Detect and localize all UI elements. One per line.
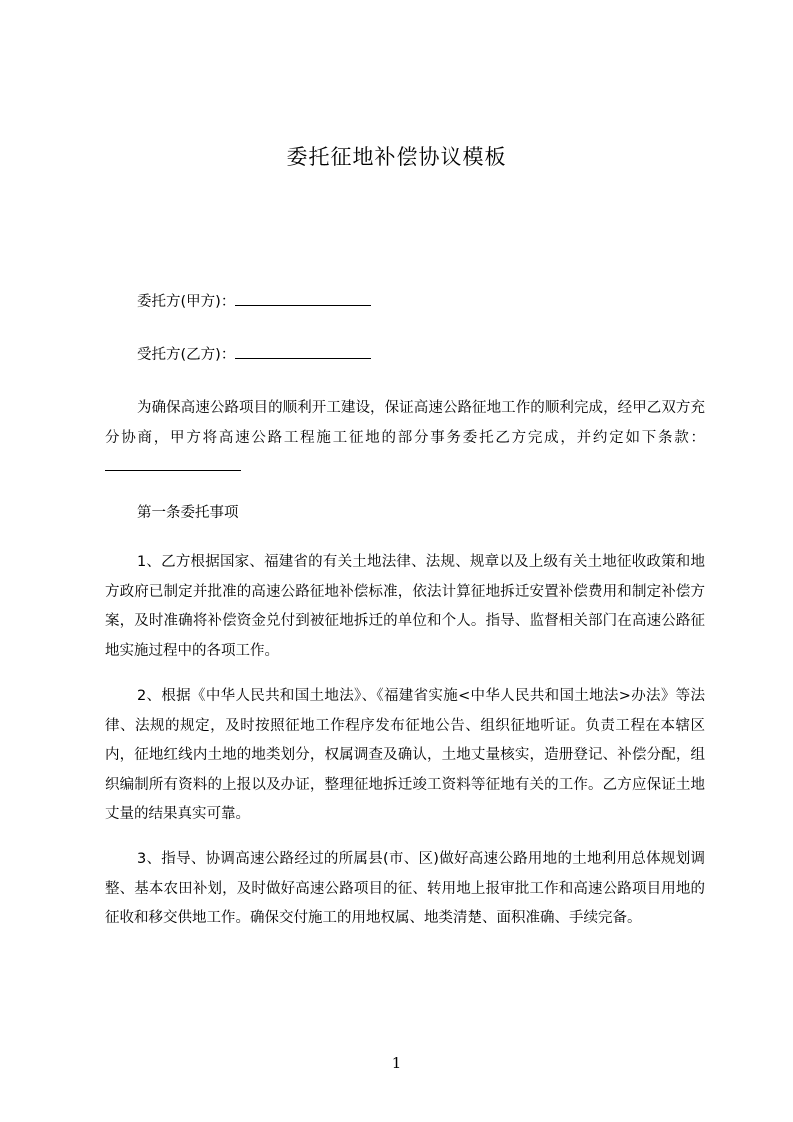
intro-paragraph [105, 394, 705, 483]
party-b-blank [235, 344, 371, 359]
intro-text: 为确保高速公路项目的顺利开工建设，保证高速公路征地工作的顺利完成，经甲乙双方充分协商，甲方将高速公路工程施工征地的部分事务委托乙方完成，并约定如下条款： [105, 400, 705, 446]
clause-2: 2、根据《中华人民共和国土地法》、《福建省实施<中华人民共和国土地法>办法》等法律、法规的规定，及时按照征地工作程序发布征地公告、组织征地听证。负责工程在本辖区内，征地红线内土地的地类划分，权属调查及确认，土地丈量核实，造册登记、补偿分配，组织编制所有资料的上报以及办证，整理征地拆迁竣工资料等征地有关的工作。乙方应保证土地丈量的结果真实可靠。 [105, 688, 705, 822]
clause-1: 1、乙方根据国家、福建省的有关土地法律、法规、规章以及上级有关土地征收政策和地方政府已制定并批准的高速公路征地补偿标准，依法计算征地拆迁安置补偿费用和制定补偿方案，及时准确将补偿资金兑付到被征地拆迁的单位和个人。指导、监督相关部门在高速公路征地实施过程中的各项工作。 [105, 554, 705, 659]
intro-blank [105, 456, 241, 471]
party-a-line [137, 291, 371, 313]
party-a-blank [235, 291, 371, 306]
party-b-label: 受托方(乙方)： [137, 347, 236, 363]
party-a-label: 委托方(甲方)： [137, 294, 236, 310]
page-number: 1 [391, 1054, 402, 1072]
clause-3: 3、指导、协调高速公路经过的所属县(市、区)做好高速公路用地的土地利用总体规划调整、基本农田补划，及时做好高速公路项目的征、转用地上报审批工作和高速公路项目用地的征收和移交供地工作。确保交付施工的用地权属、地类清楚、面积准确、手续完备。 [105, 851, 705, 926]
party-b-line [137, 344, 371, 366]
article-1-heading: 第一条委托事项 [137, 505, 239, 521]
document-title: 委托征地补偿协议模板 [286, 145, 507, 169]
